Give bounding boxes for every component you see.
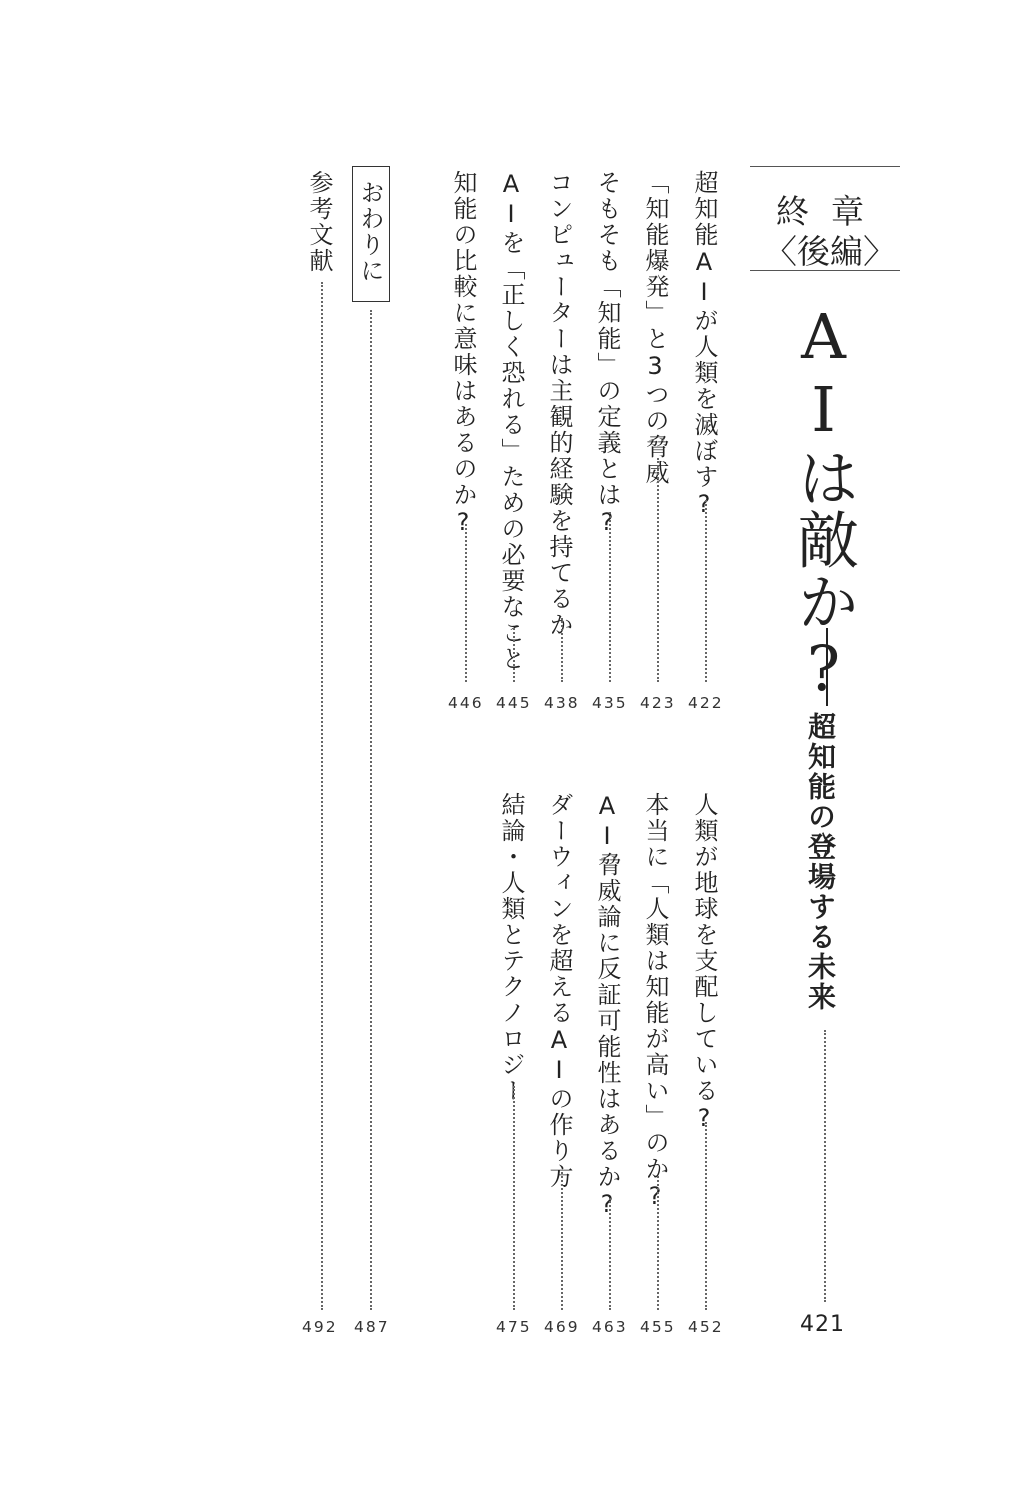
page-number: 445: [496, 694, 532, 712]
toc-entry-closing[interactable]: おわりに: [356, 180, 384, 284]
toc-entry[interactable]: AIを「正しく恐れる」ための必要なこと: [497, 170, 525, 672]
toc-entry[interactable]: AI脅威論に反証可能性はあるか?: [593, 792, 621, 1220]
header-top-rule: [750, 166, 900, 167]
page-number: 463: [592, 1318, 628, 1336]
title-dash: [826, 628, 828, 706]
chapter-sub-label: 〈後編〉: [764, 232, 896, 271]
page-number: 452: [688, 1318, 724, 1336]
page-number: 435: [592, 694, 628, 712]
toc-entry[interactable]: ダーウィンを超えるAIの作り方: [545, 792, 573, 1190]
leader-dots: [657, 1176, 659, 1310]
leader-dots: [561, 618, 563, 682]
toc-entry[interactable]: コンピューターは主観的経験を持てるか: [545, 170, 573, 638]
leader-dots: [321, 282, 323, 1310]
page-number: 469: [544, 1318, 580, 1336]
leader-dots: [465, 524, 467, 682]
chapter-subtitle: 超知能の登場する未来: [804, 712, 837, 1012]
chapter-page-number: 421: [800, 1312, 845, 1337]
page-number: 423: [640, 694, 676, 712]
page-number: 438: [544, 694, 580, 712]
leader-dots: [370, 310, 372, 1310]
toc-entry[interactable]: 知能の比較に意味はあるのか?: [449, 170, 477, 538]
page-number: 455: [640, 1318, 676, 1336]
leader-dots: [657, 458, 659, 682]
toc-entry[interactable]: 人類が地球を支配している?: [690, 792, 718, 1134]
leader-dots: [513, 628, 515, 682]
chapter-title: AIは敵か?: [787, 300, 860, 705]
toc-entry[interactable]: 「知能爆発」と3つの脅威: [641, 170, 669, 486]
chapter-label: 終章: [776, 192, 886, 231]
toc-entry-references[interactable]: 参考文献: [305, 170, 333, 274]
page-number: 475: [496, 1318, 532, 1336]
leader-dots: [609, 1198, 611, 1310]
leader-dots: [513, 1086, 515, 1310]
leader-dots: [609, 512, 611, 682]
page-number: 487: [354, 1318, 390, 1336]
toc-entry[interactable]: 本当に「人類は知能が高い」のか?: [641, 792, 669, 1212]
page-number: 492: [302, 1318, 338, 1336]
chapter-leader-dots: [824, 1030, 826, 1302]
toc-entry[interactable]: 結論・人類とテクノロジー: [497, 792, 525, 1104]
leader-dots: [561, 1172, 563, 1310]
toc-entry[interactable]: 超知能AIが人類を滅ぼす?: [690, 170, 718, 520]
header-bottom-rule: [750, 270, 900, 271]
leader-dots: [705, 500, 707, 682]
page-number: 446: [448, 694, 484, 712]
toc-entry[interactable]: そもそも「知能」の定義とは?: [593, 170, 621, 538]
page-number: 422: [688, 694, 724, 712]
leader-dots: [705, 1122, 707, 1310]
